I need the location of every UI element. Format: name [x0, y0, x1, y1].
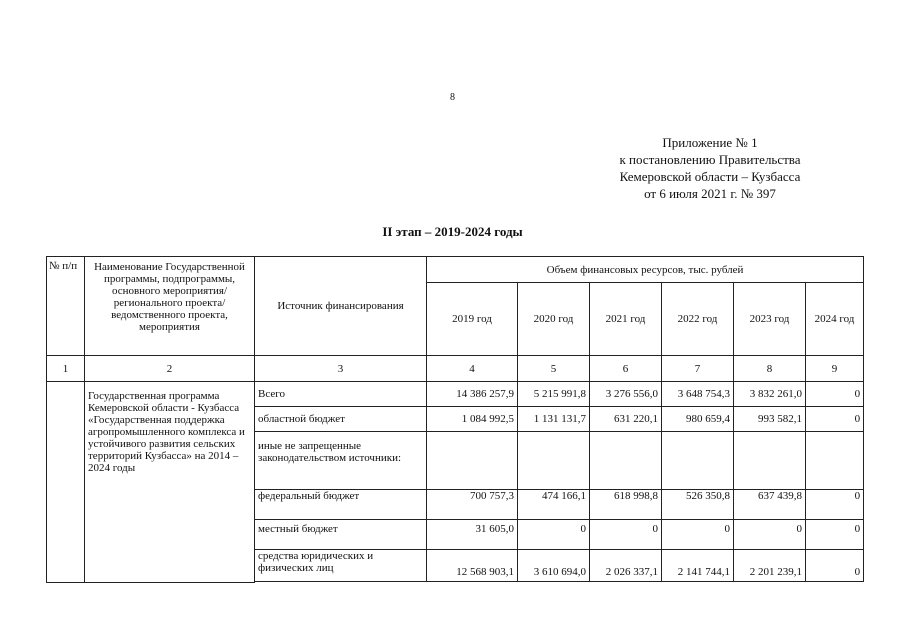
- value-cell: 631 220,1: [590, 407, 662, 432]
- col-number: 1: [47, 356, 85, 382]
- value-cell: 2 201 239,1: [734, 550, 806, 582]
- value-cell: 0: [518, 520, 590, 550]
- value-cell: 1 084 992,5: [427, 407, 518, 432]
- source-label: Всего: [255, 382, 427, 407]
- value-cell: 0: [806, 490, 864, 520]
- value-cell: 526 350,8: [662, 490, 734, 520]
- value-cell: 3 648 754,3: [662, 382, 734, 407]
- col-number: 9: [806, 356, 864, 382]
- value-cell: 0: [806, 550, 864, 582]
- header-name: Наименование Государственной программы, подпрограммы, основного мероприятия/регионального проекта/ведомственного проекта, мероприятия: [85, 257, 255, 356]
- header-year-2019: 2019 год: [427, 283, 518, 356]
- financing-table: [46, 256, 864, 583]
- value-cell: 980 659,4: [662, 407, 734, 432]
- col-number: 7: [662, 356, 734, 382]
- header-source: Источник финансирования: [255, 257, 427, 356]
- value-cell: 3 832 261,0: [734, 382, 806, 407]
- source-label: средства юридических и физических лиц: [255, 550, 427, 582]
- value-cell: 3 276 556,0: [590, 382, 662, 407]
- value-cell: 1 131 131,7: [518, 407, 590, 432]
- value-cell: 0: [806, 520, 864, 550]
- value-cell: 12 568 903,1: [427, 550, 518, 582]
- column-number-row: [47, 356, 864, 382]
- value-cell: 993 582,1: [734, 407, 806, 432]
- page-number: 8: [450, 92, 455, 103]
- col-number: 2: [85, 356, 255, 382]
- appendix-line-2: к постановлению Правительства: [619, 152, 801, 167]
- col-number: 5: [518, 356, 590, 382]
- col-number: 4: [427, 356, 518, 382]
- appendix-line-1: Приложение № 1: [662, 135, 758, 150]
- program-name: Государственная программа Кемеровской области - Кузбасса «Государственная поддержка агропромышленного комплекса и устойчивого развития сельских территорий Кузбасса» на 2014 – 2024 годы: [85, 382, 255, 583]
- source-label: местный бюджет: [255, 520, 427, 550]
- header-row-1: [47, 257, 864, 283]
- value-cell: 618 998,8: [590, 490, 662, 520]
- header-volume: Объем финансовых ресурсов, тыс. рублей: [427, 257, 864, 283]
- value-cell: 474 166,1: [518, 490, 590, 520]
- value-cell: 0: [662, 520, 734, 550]
- source-label: федеральный бюджет: [255, 490, 427, 520]
- other-sources-label: иные не запрещенные законодательством источники:: [255, 432, 427, 490]
- appendix-line-3: Кемеровской области – Кузбасса: [619, 169, 801, 184]
- value-cell: 0: [806, 407, 864, 432]
- header-year-2024: 2024 год: [806, 283, 864, 356]
- appendix-block: [560, 134, 860, 202]
- source-label: областной бюджет: [255, 407, 427, 432]
- col-number: 6: [590, 356, 662, 382]
- header-year-2023: 2023 год: [734, 283, 806, 356]
- value-cell: 0: [590, 520, 662, 550]
- value-cell: 2 141 744,1: [662, 550, 734, 582]
- header-year-2021: 2021 год: [590, 283, 662, 356]
- header-year-2020: 2020 год: [518, 283, 590, 356]
- value-cell: 700 757,3: [427, 490, 518, 520]
- col-number: 8: [734, 356, 806, 382]
- stage-title: II этап – 2019-2024 годы: [382, 224, 523, 239]
- row-num-cell: [47, 382, 85, 583]
- value-cell: 5 215 991,8: [518, 382, 590, 407]
- value-cell: 2 026 337,1: [590, 550, 662, 582]
- value-cell: 14 386 257,9: [427, 382, 518, 407]
- header-year-2022: 2022 год: [662, 283, 734, 356]
- col-number: 3: [255, 356, 427, 382]
- value-cell: 637 439,8: [734, 490, 806, 520]
- appendix-line-4: от 6 июля 2021 г. № 397: [644, 186, 776, 201]
- table-row: [47, 382, 864, 407]
- value-cell: 0: [734, 520, 806, 550]
- header-num: № п/п: [47, 257, 85, 356]
- value-cell: 31 605,0: [427, 520, 518, 550]
- value-cell: 0: [806, 382, 864, 407]
- value-cell: 3 610 694,0: [518, 550, 590, 582]
